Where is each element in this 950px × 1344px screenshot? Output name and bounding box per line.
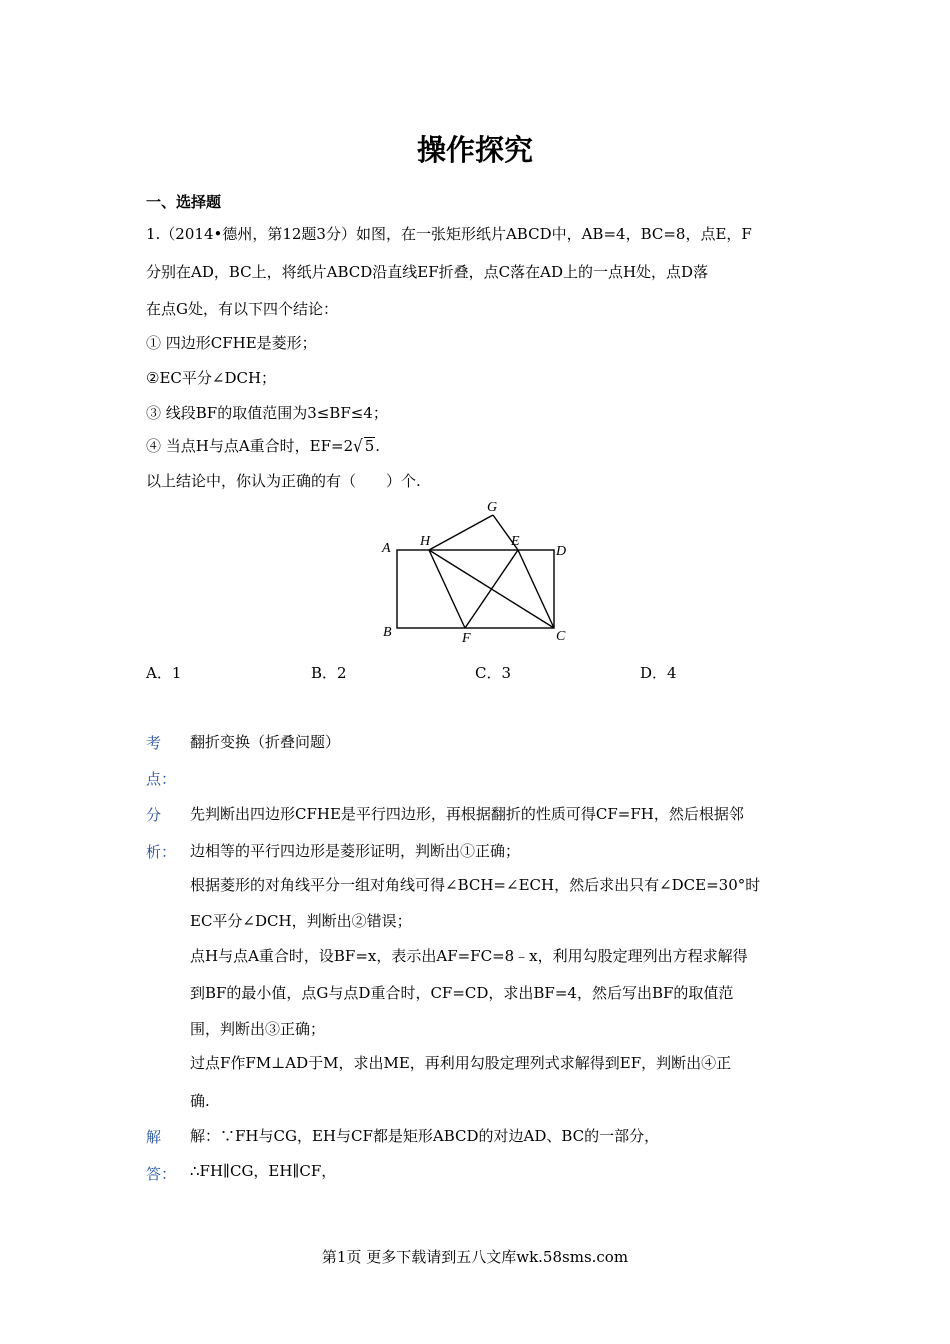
- label-a: A: [382, 541, 391, 556]
- question-line-2: 分别在AD，BC上，将纸片ABCD沿直线EF折叠，点C落在AD上的一点H处，点D落: [146, 263, 709, 281]
- fenxi-line-8: 过点F作FM⊥AD于M，求出ME，再利用勾股定理列式求解得到EF，判断出④正: [190, 1054, 732, 1072]
- option-a: A．1: [146, 664, 182, 682]
- segment-ef: [465, 550, 518, 628]
- fenxi-line-7: 围，判断出③正确；: [190, 1020, 326, 1038]
- fenxi-label-1: 分: [146, 806, 162, 824]
- label-d: D: [556, 544, 567, 559]
- sqrt-radicand: 5: [364, 437, 375, 455]
- fenxi-line-3: 根据菱形的对角线平分一组对角线可得∠BCH=∠ECH，然后求出只有∠DCE=30°时: [190, 876, 761, 894]
- question-ask: 以上结论中，你认为正确的有（ ）个.: [146, 472, 421, 490]
- question-line-3: 在点G处，有以下四个结论：: [146, 300, 338, 318]
- fenxi-line-5: 点H与点A重合时，设BF=x，表示出AF=FC=8﹣x，利用勾股定理列出方程求解得: [190, 947, 748, 965]
- kaodian-content: 翻折变换（折叠问题）: [190, 733, 341, 751]
- jieda-label-2: 答：: [146, 1165, 177, 1183]
- conclusion-1: ① 四边形CFHE是菱形；: [146, 334, 317, 352]
- label-e: E: [511, 534, 520, 549]
- kaodian-label-2: 点：: [146, 770, 177, 788]
- option-c: C．3: [475, 664, 512, 682]
- jieda-label-1: 解: [146, 1128, 162, 1146]
- label-h: H: [420, 534, 431, 549]
- fenxi-line-4: EC平分∠DCH，判断出②错误；: [190, 912, 412, 930]
- question-line-1: 1.（2014•德州，第12题3分）如图，在一张矩形纸片ABCD中，AB=4，BC=8，点E，F: [146, 225, 752, 243]
- conclusion-4: [146, 436, 380, 456]
- label-f: F: [462, 631, 471, 646]
- kaodian-label-1: 考: [146, 734, 162, 752]
- page-title: 操作探究: [416, 133, 533, 167]
- option-b: B．2: [311, 664, 347, 682]
- fenxi-line-1: 先判断出四边形CFHE是平行四边形，再根据翻折的性质可得CF=FH，然后根据邻: [190, 805, 744, 823]
- conclusion-4-prefix: ④ 当点H与点A重合时，EF=2: [146, 437, 354, 455]
- jieda-line-2: ∴FH∥CG，EH∥CF，: [190, 1162, 337, 1180]
- conclusion-2: ②EC平分∠DCH；: [146, 369, 277, 387]
- label-c: C: [556, 629, 566, 644]
- fenxi-line-2: 边相等的平行四边形是菱形证明，判断出①正确；: [190, 842, 521, 860]
- rectangle-abcd: [397, 550, 554, 628]
- jieda-line-1: 解：∵FH与CG，EH与CF都是矩形ABCD的对边AD、BC的一部分，: [190, 1127, 660, 1145]
- sqrt-sign: √: [353, 435, 363, 457]
- geometry-figure: [370, 494, 580, 646]
- label-g: G: [487, 500, 498, 515]
- label-b: B: [383, 625, 392, 640]
- fenxi-line-9: 确.: [190, 1092, 210, 1110]
- section-heading: 一、选择题: [146, 193, 222, 211]
- conclusion-4-suffix: .: [375, 437, 381, 455]
- option-d: D．4: [640, 664, 677, 682]
- fenxi-label-2: 析：: [146, 843, 177, 861]
- page-footer: 第1页 更多下载请到五八文库wk.58sms.com: [321, 1248, 629, 1266]
- conclusion-3: ③ 线段BF的取值范围为3≤BF≤4；: [146, 404, 388, 422]
- fenxi-line-6: 到BF的最小值，点G与点D重合时，CF=CD，求出BF=4，然后写出BF的取值范: [190, 984, 734, 1002]
- segment-hg: [429, 515, 493, 550]
